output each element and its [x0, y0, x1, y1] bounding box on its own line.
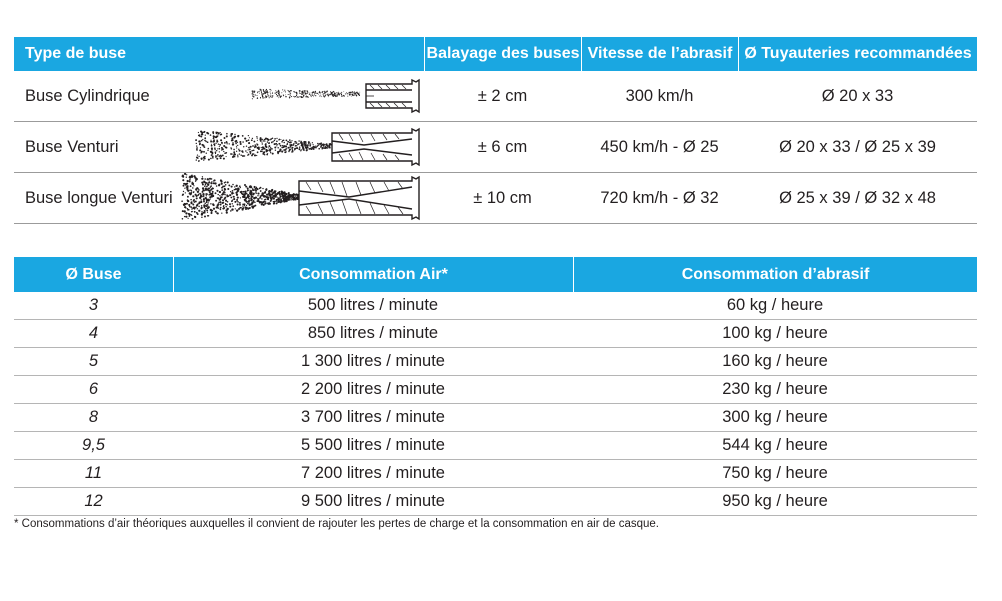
nozzle-type-cell: [14, 173, 424, 223]
buse-diameter-cell: 9,5: [82, 436, 105, 454]
footnote: * Consommations d’air théoriques auxquelles il convient de rajouter les pertes de charge et la consommation en air de casque.: [14, 518, 659, 530]
header-vitesse: Vitesse de l’abrasif: [581, 37, 738, 71]
air-consumption-cell: 5 500 litres / minute: [301, 436, 445, 454]
abrasive-consumption-cell: 160 kg / heure: [722, 352, 828, 370]
buse-diameter-cell: 4: [88, 324, 99, 342]
balayage-cell: ± 2 cm: [477, 86, 528, 105]
abrasive-consumption-cell: 750 kg / heure: [722, 464, 828, 482]
air-consumption-cell: 3 700 litres / minute: [301, 408, 445, 426]
abrasive-consumption-cell: 950 kg / heure: [722, 492, 828, 510]
tuyauteries-cell: Ø 25 x 39 / Ø 32 x 48: [779, 188, 936, 207]
balayage-cell: ± 6 cm: [477, 137, 528, 156]
table-row: [14, 292, 977, 320]
table-row: [14, 404, 977, 432]
nozzle-types-table: [14, 37, 977, 224]
abrasive-consumption-cell: 100 kg / heure: [722, 324, 828, 342]
abrasive-consumption-cell: 230 kg / heure: [722, 380, 828, 398]
table-row: [14, 376, 977, 404]
air-consumption-cell: 850 litres / minute: [307, 324, 439, 342]
tuyauteries-cell: Ø 20 x 33: [821, 86, 894, 105]
table-row: [14, 488, 977, 516]
vitesse-cell: 300 km/h: [625, 86, 694, 105]
abrasive-consumption-cell: 60 kg / heure: [726, 296, 824, 314]
consumption-table-header: [14, 257, 977, 292]
buse-diameter-cell: 11: [84, 464, 103, 482]
nozzle-type-cell: [14, 122, 424, 172]
tuyauteries-cell: Ø 20 x 33 / Ø 25 x 39: [779, 137, 936, 156]
nozzle-type-label: Buse Venturi: [25, 137, 119, 156]
nozzle-type-cell: [14, 71, 424, 121]
header-tuyauteries: Ø Tuyauteries recommandées: [738, 37, 977, 71]
air-consumption-cell: 1 300 litres / minute: [301, 352, 445, 370]
header-diametre-buse: Ø Buse: [65, 265, 122, 283]
nozzle-table-header: [14, 37, 977, 71]
consumption-table: [14, 257, 977, 516]
table-row: [14, 71, 977, 122]
venturi-nozzle-icon: [14, 122, 424, 172]
buse-diameter-cell: 5: [88, 352, 99, 370]
table-row: [14, 173, 977, 224]
vitesse-cell: 720 km/h - Ø 32: [600, 188, 719, 207]
table-row: [14, 432, 977, 460]
abrasive-consumption-cell: 544 kg / heure: [722, 436, 828, 454]
nozzle-type-label: Buse longue Venturi: [25, 188, 173, 207]
buse-diameter-cell: 6: [88, 380, 99, 398]
air-consumption-cell: 7 200 litres / minute: [301, 464, 445, 482]
buse-diameter-cell: 12: [84, 492, 103, 510]
header-balayage: Balayage des buses: [424, 37, 581, 71]
header-type-de-buse: Type de buse: [25, 45, 127, 62]
consumption-table-body: [14, 292, 977, 516]
buse-diameter-cell: 8: [88, 408, 99, 426]
air-consumption-cell: 500 litres / minute: [307, 296, 439, 314]
balayage-cell: ± 10 cm: [473, 188, 532, 207]
abrasive-consumption-cell: 300 kg / heure: [722, 408, 828, 426]
cylindrical-nozzle-icon: [14, 71, 424, 121]
long-venturi-nozzle-icon: [14, 173, 424, 223]
table-row: [14, 320, 977, 348]
table-row: [14, 460, 977, 488]
table-row: [14, 122, 977, 173]
nozzle-type-label: Buse Cylindrique: [25, 86, 150, 105]
air-consumption-cell: 9 500 litres / minute: [301, 492, 445, 510]
header-consommation-abrasif: Consommation d’abrasif: [573, 257, 977, 292]
vitesse-cell: 450 km/h - Ø 25: [600, 137, 719, 156]
header-consommation-air: Consommation Air*: [173, 257, 573, 292]
air-consumption-cell: 2 200 litres / minute: [301, 380, 445, 398]
table-row: [14, 348, 977, 376]
buse-diameter-cell: 3: [88, 296, 99, 314]
